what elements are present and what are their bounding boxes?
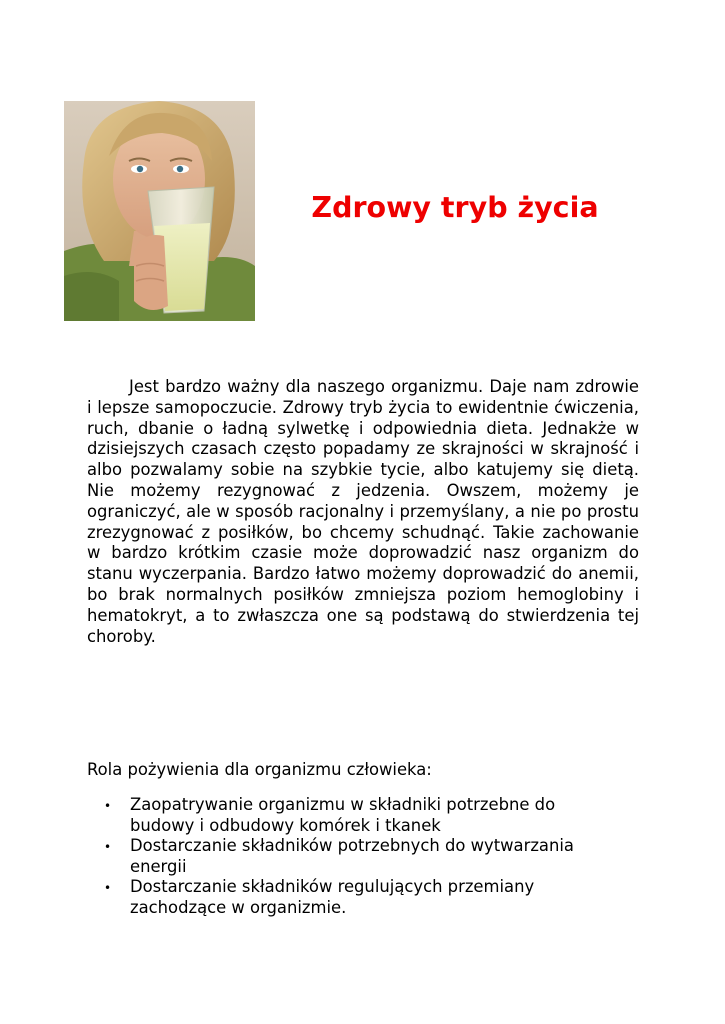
intro-paragraph: Jest bardzo ważny dla naszego organizmu. Daje nam zdrowie i lepsze samopoczucie. Zdrowy tryb życia to ewidentnie ćwiczenia, ruch, dbanie o ładną sylwetkę i odpowiednia dieta. Jednakże w dzisiejszych czasach często popadamy ze skrajności w skrajność i albo pozwalamy sobie na szybkie tycie, albo katujemy się dietą. Nie możemy rezygnować z jedzenia. Owszem, możemy je ograniczyć, ale w sposób racjonalny i przemyślany, a nie po prostu zrezygnować z posiłków, bo chcemy schudnąć. Takie zachowanie w bardzo krótkim czasie może doprowadzić nasz organizm do stanu wyczerpania. Bardzo łatwo możemy doprowadzić do anemii, bo brak normalnych posiłków zmniejsza poziom hemoglobiny i hematokryt, a to zwłaszcza one są podstawą do stwierdzenia tej choroby.: [87, 377, 639, 646]
list-item: [87, 795, 607, 836]
page-title: Zdrowy tryb życia: [311, 191, 599, 224]
bullet-icon: •: [104, 799, 112, 813]
roles-list: [87, 795, 607, 919]
list-item: [87, 877, 607, 918]
list-item-text: Dostarczanie składników potrzebnych do wytwarzania energii: [130, 836, 574, 876]
list-item: [87, 836, 607, 877]
bullet-icon: •: [104, 840, 112, 855]
woman-drinking-glass-photo: [64, 101, 255, 321]
roles-heading: Rola pożywienia dla organizmu człowieka:: [87, 760, 432, 779]
bullet-icon: •: [104, 881, 112, 896]
list-item-text: Dostarczanie składników regulujących przemiany zachodzące w organizmie.: [130, 877, 535, 917]
list-item-text: Zaopatrywanie organizmu w składniki potrzebne do budowy i odbudowy komórek i tkanek: [130, 795, 556, 835]
